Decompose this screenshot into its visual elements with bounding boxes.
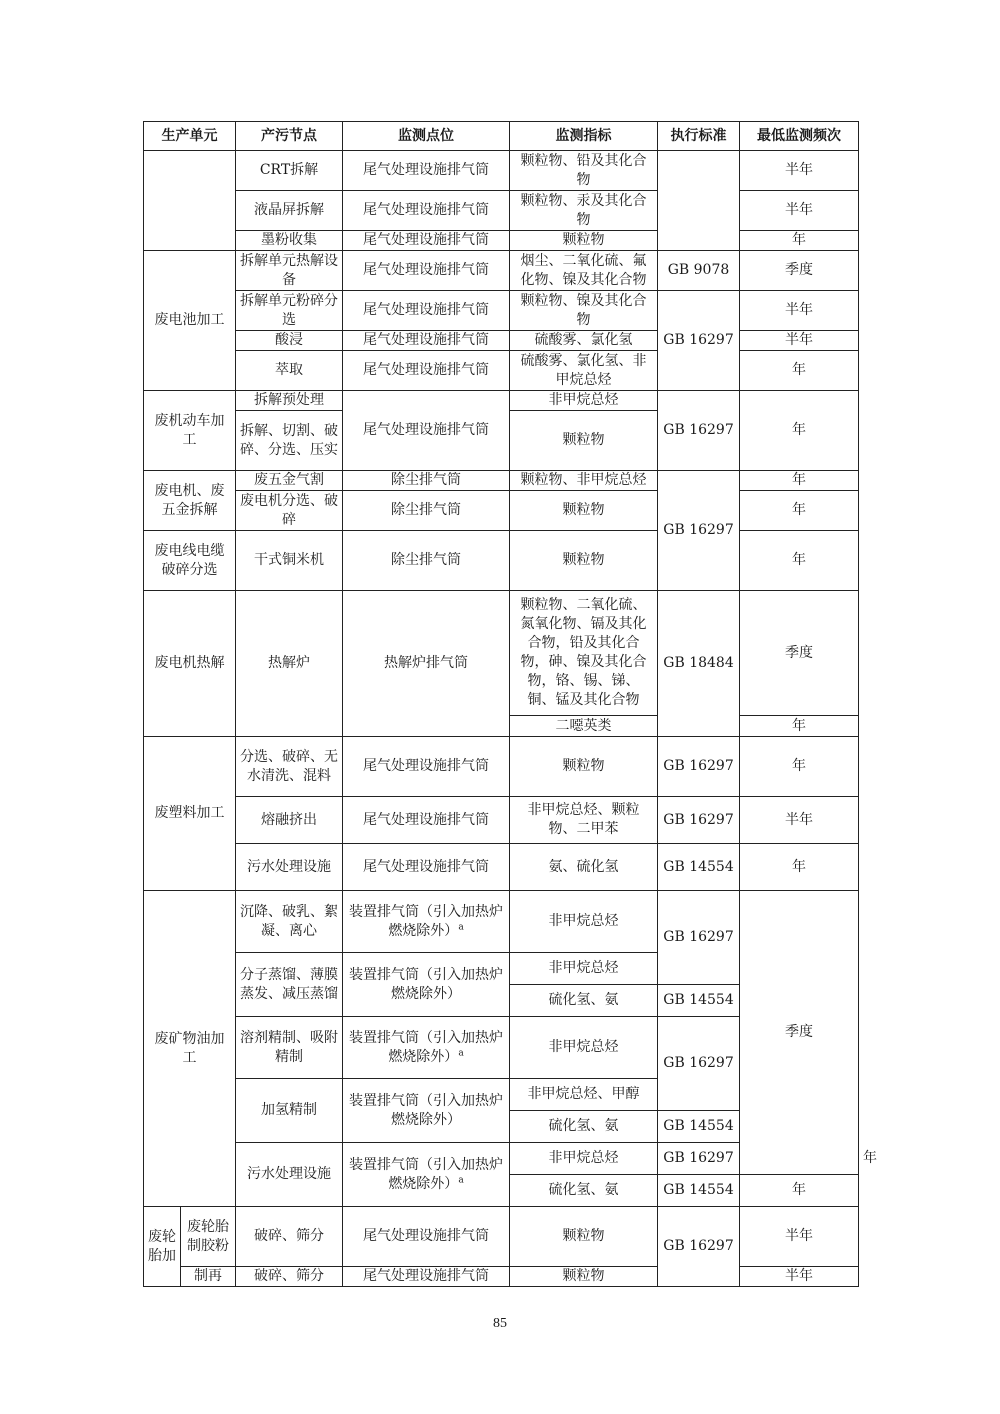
- standard-cell: GB 14554: [658, 1111, 740, 1143]
- table-row: [144, 191, 859, 231]
- table-row: [144, 391, 859, 411]
- node-cell: 分选、破碎、无水清洗、混料: [236, 737, 343, 797]
- indicator-cell: 硫化氢、氨: [510, 1111, 658, 1143]
- indicator-cell: 颗粒物、二氧化硫、氮氧化物、镉及其化合物，铅及其化合物，砷、镍及其化合物，铬、锡、锑、铜、锰及其化合物: [510, 591, 658, 716]
- node-cell: 污水处理设施: [236, 844, 343, 891]
- node-cell: 破碎、筛分: [236, 1267, 343, 1287]
- standard-cell: GB 16297: [658, 291, 740, 391]
- table-row: [144, 331, 859, 351]
- standard-cell: GB 16297: [658, 1207, 740, 1287]
- unit-cell: 废轮胎加: [144, 1207, 181, 1287]
- frequency-cell: 季度: [740, 591, 859, 716]
- standard-cell: GB 16297: [658, 797, 740, 844]
- point-cell: 尾气处理设施排气筒: [343, 844, 510, 891]
- frequency-cell: 半年: [740, 291, 859, 331]
- standard-cell: GB 14554: [658, 985, 740, 1017]
- standard-cell: GB 16297: [658, 471, 740, 591]
- frequency-cell: 年: [740, 231, 859, 251]
- unit-cell-empty: [144, 151, 236, 251]
- header-pollution-node: 产污节点: [236, 122, 343, 151]
- point-text: 装置排气筒（引入加热炉燃烧除外）: [349, 903, 503, 939]
- node-cell: 墨粉收集: [236, 231, 343, 251]
- point-cell: 热解炉排气筒: [343, 591, 510, 737]
- frequency-cell: 季度: [740, 891, 859, 1175]
- node-cell: 干式铜米机: [236, 531, 343, 591]
- table-row: [144, 491, 859, 531]
- point-text: 装置排气筒（引入加热炉燃烧除外）: [349, 1156, 503, 1192]
- frequency-cell: 年: [740, 491, 859, 531]
- indicator-cell: 非甲烷总烃: [510, 1017, 658, 1079]
- indicator-cell: 颗粒物: [510, 1207, 658, 1267]
- node-cell: 拆解单元粉碎分选: [236, 291, 343, 331]
- node-cell: 酸浸: [236, 331, 343, 351]
- point-cell: 尾气处理设施排气筒: [343, 151, 510, 191]
- table-header-row: [144, 122, 859, 151]
- frequency-cell: 半年: [740, 1207, 859, 1267]
- point-cell: 除尘排气筒: [343, 471, 510, 491]
- node-cell: 萃取: [236, 351, 343, 391]
- point-cell: 尾气处理设施排气筒: [343, 797, 510, 844]
- node-cell: 废五金气割: [236, 471, 343, 491]
- table-row: [144, 531, 859, 591]
- table-row: [144, 251, 859, 291]
- point-cell: 尾气处理设施排气筒: [343, 231, 510, 251]
- node-cell: 拆解单元热解设备: [236, 251, 343, 291]
- table-row: [144, 231, 859, 251]
- header-frequency: 最低监测频次: [740, 122, 859, 151]
- table-row: [144, 891, 859, 953]
- standard-cell: GB 16297: [658, 737, 740, 797]
- header-monitoring-point: 监测点位: [343, 122, 510, 151]
- frequency-cell: 年: [740, 391, 859, 471]
- point-cell: 尾气处理设施排气筒: [343, 391, 510, 471]
- table-row: [144, 797, 859, 844]
- indicator-cell: 颗粒物: [510, 491, 658, 531]
- node-cell: 溶剂精制、吸附精制: [236, 1017, 343, 1079]
- frequency-cell: 年: [740, 844, 859, 891]
- unit-cell: 废电机热解: [144, 591, 236, 737]
- subunit-cell: 废轮胎制胶粉: [181, 1207, 236, 1267]
- node-cell: 热解炉: [236, 591, 343, 737]
- frequency-cell: 半年: [740, 331, 859, 351]
- table-row: [144, 471, 859, 491]
- node-cell: 拆解预处理: [236, 391, 343, 411]
- table-row: [144, 844, 859, 891]
- indicator-cell: 氨、硫化氢: [510, 844, 658, 891]
- unit-cell: 废电机、废五金拆解: [144, 471, 236, 531]
- node-cell: CRT拆解: [236, 151, 343, 191]
- indicator-cell: 硫酸雾、氯化氢: [510, 331, 658, 351]
- indicator-cell: 颗粒物: [510, 531, 658, 591]
- indicator-cell: 烟尘、二氧化硫、氟化物、镍及其化合物: [510, 251, 658, 291]
- point-cell: 尾气处理设施排气筒: [343, 737, 510, 797]
- point-cell: [343, 1017, 510, 1079]
- node-cell: 污水处理设施: [236, 1143, 343, 1207]
- frequency-cell: 年: [740, 531, 859, 591]
- table-row: [144, 1207, 859, 1267]
- standard-cell: GB 16297: [658, 1017, 740, 1111]
- unit-cell: 废电池加工: [144, 251, 236, 391]
- table-row: 污水处理设施 装置排气筒（引入加热炉燃烧除外）$^a$ 非甲烷总烃 GB 16297 年: [144, 1143, 859, 1175]
- frequency-cell: 年: [740, 471, 859, 491]
- node-cell: 熔融挤出: [236, 797, 343, 844]
- frequency-cell: 半年: [740, 797, 859, 844]
- frequency-cell: 年: [740, 737, 859, 797]
- point-cell: 装置排气筒（引入加热炉燃烧除外）: [343, 953, 510, 1017]
- point-cell: 尾气处理设施排气筒: [343, 1207, 510, 1267]
- node-cell: 拆解、切割、破碎、分选、压实: [236, 411, 343, 471]
- standard-cell: GB 18484: [658, 591, 740, 737]
- indicator-cell: 非甲烷总烃、甲醇: [510, 1079, 658, 1111]
- indicator-cell: 硫化氢、氨: [510, 1175, 658, 1207]
- indicator-cell: 颗粒物: [510, 737, 658, 797]
- indicator-cell: 颗粒物、汞及其化合物: [510, 191, 658, 231]
- frequency-cell: 半年: [740, 1267, 859, 1287]
- node-cell: 加氢精制: [236, 1079, 343, 1143]
- frequency-cell: 年: [740, 716, 859, 737]
- subunit-cell: 制再: [181, 1267, 236, 1287]
- standard-cell: GB 14554: [658, 1175, 740, 1207]
- point-cell: 尾气处理设施排气筒: [343, 291, 510, 331]
- indicator-cell: 颗粒物: [510, 411, 658, 471]
- indicator-cell: 二噁英类: [510, 716, 658, 737]
- footnote-mark: a: [458, 1174, 464, 1185]
- point-cell: 尾气处理设施排气筒: [343, 331, 510, 351]
- header-production-unit: 生产单元: [144, 122, 236, 151]
- point-cell: 除尘排气筒: [343, 531, 510, 591]
- standard-cell-empty: [658, 151, 740, 251]
- node-cell: 分子蒸馏、薄膜蒸发、减压蒸馏: [236, 953, 343, 1017]
- node-cell: 废电机分选、破碎: [236, 491, 343, 531]
- indicator-cell: 非甲烷总烃: [510, 953, 658, 985]
- indicator-cell: 非甲烷总烃: [510, 891, 658, 953]
- point-cell: 除尘排气筒: [343, 491, 510, 531]
- frequency-cell: 年: [740, 351, 859, 391]
- standard-cell: GB 9078: [658, 251, 740, 291]
- frequency-cell: 半年: [740, 151, 859, 191]
- frequency-cell: 年: [740, 1175, 859, 1207]
- indicator-cell: 颗粒物、铅及其化合物: [510, 151, 658, 191]
- indicator-cell: 非甲烷总烃: [510, 391, 658, 411]
- unit-cell: 废电线电缆破碎分选: [144, 531, 236, 591]
- node-cell: 破碎、筛分: [236, 1207, 343, 1267]
- standard-cell: GB 16297: [658, 391, 740, 471]
- point-cell: 尾气处理设施排气筒: [343, 351, 510, 391]
- standard-cell: GB 14554: [658, 844, 740, 891]
- point-cell: [343, 1143, 510, 1207]
- footnote-mark: a: [458, 921, 464, 932]
- frequency-cell: 半年: [740, 191, 859, 231]
- table-row: [144, 351, 859, 391]
- indicator-cell: 颗粒物、非甲烷总烃: [510, 471, 658, 491]
- indicator-cell: 非甲烷总烃、颗粒物、二甲苯: [510, 797, 658, 844]
- monitoring-table: [143, 121, 877, 1287]
- footnote-mark: a: [458, 1047, 464, 1058]
- standard-cell: GB 16297: [658, 1143, 740, 1175]
- unit-cell: 废矿物油加工: [144, 891, 236, 1207]
- table-row: [144, 591, 859, 716]
- point-text: 装置排气筒（引入加热炉燃烧除外）: [349, 1029, 503, 1065]
- indicator-cell: 颗粒物: [510, 1267, 658, 1287]
- point-cell: 尾气处理设施排气筒: [343, 191, 510, 231]
- unit-cell: 废塑料加工: [144, 737, 236, 891]
- point-cell: 尾气处理设施排气筒: [343, 1267, 510, 1287]
- indicator-cell: 颗粒物、镍及其化合物: [510, 291, 658, 331]
- table-row: [144, 151, 859, 191]
- indicator-cell: 硫酸雾、氯化氢、非甲烷总烃: [510, 351, 658, 391]
- table-row: [144, 1267, 859, 1287]
- header-monitoring-indicator: 监测指标: [510, 122, 658, 151]
- point-cell: 装置排气筒（引入加热炉燃烧除外）: [343, 1079, 510, 1143]
- indicator-cell: 非甲烷总烃: [510, 1143, 658, 1175]
- indicator-cell: 硫化氢、氨: [510, 985, 658, 1017]
- table-row: [144, 737, 859, 797]
- node-cell: 沉降、破乳、絮凝、离心: [236, 891, 343, 953]
- point-cell: 尾气处理设施排气筒: [343, 251, 510, 291]
- standard-cell: GB 16297: [658, 891, 740, 985]
- page-number: 85: [493, 1316, 507, 1331]
- table-row: [144, 291, 859, 331]
- frequency-cell: 季度: [740, 251, 859, 291]
- header-standard: 执行标准: [658, 122, 740, 151]
- unit-cell: 废机动车加工: [144, 391, 236, 471]
- point-cell: [343, 891, 510, 953]
- indicator-cell: 颗粒物: [510, 231, 658, 251]
- node-cell: 液晶屏拆解: [236, 191, 343, 231]
